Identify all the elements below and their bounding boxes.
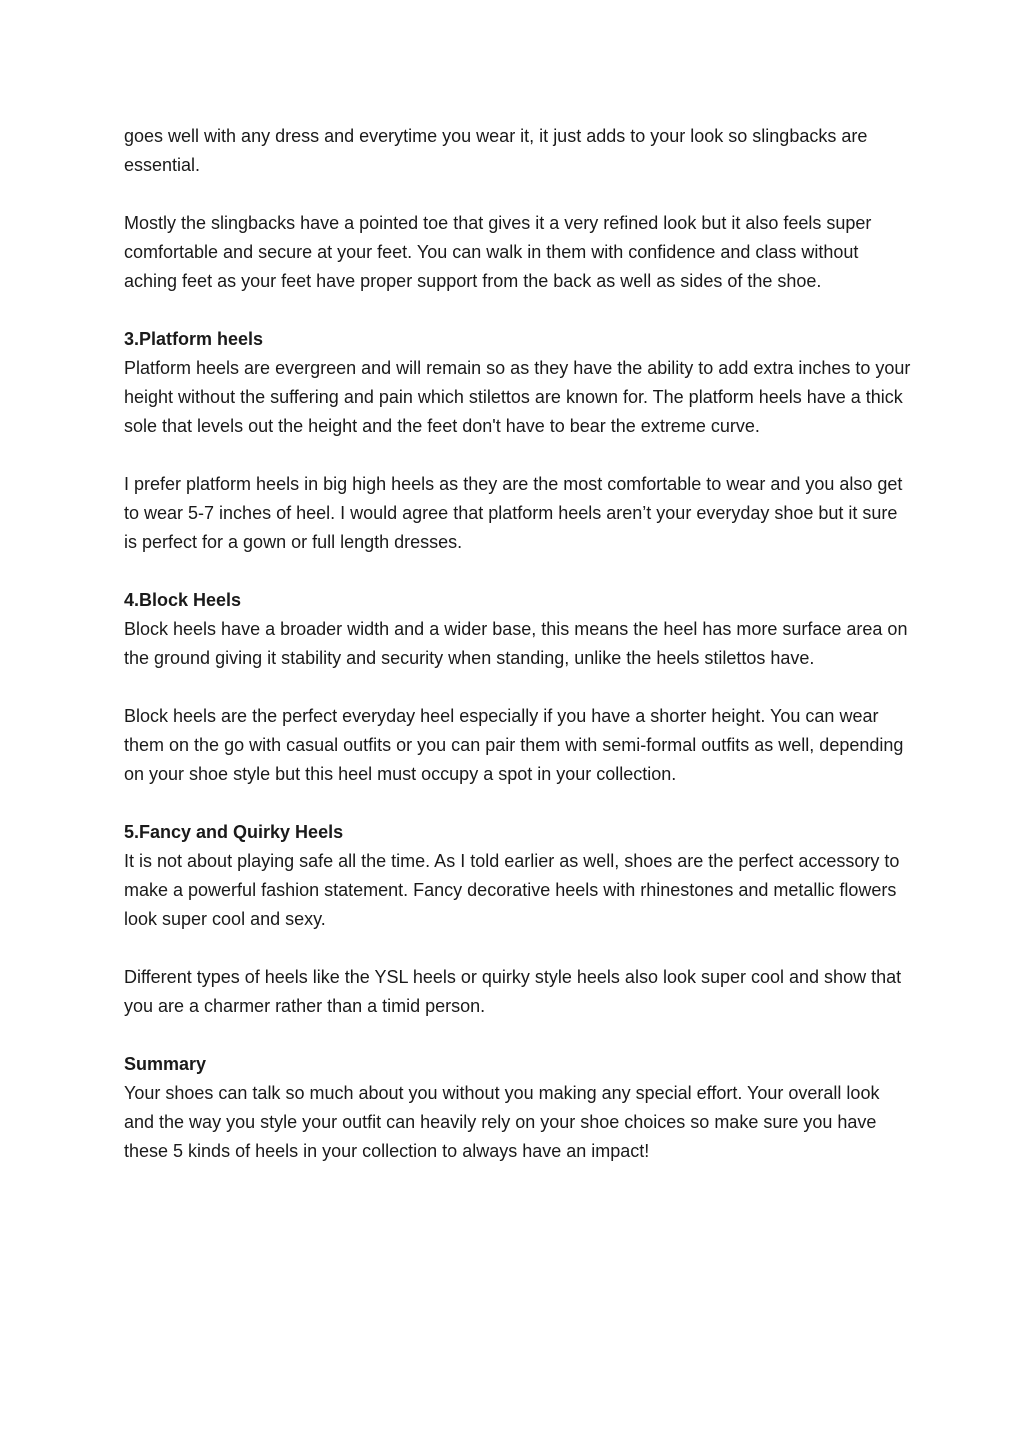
intro-paragraph-1: goes well with any dress and everytime you wear it, it just adds to your look so slingbacks are essential. — [124, 126, 868, 175]
section-paragraph: Your shoes can talk so much about you without you making any special effort. Your overall look and the way you style your outfit can heavily rely on your shoe choices so make sure you have these 5 kinds of heels in your collection to always have an impact! — [124, 1083, 880, 1161]
section-platform-heels — [124, 325, 914, 557]
section-heading: Summary — [124, 1054, 207, 1074]
section-paragraph: I prefer platform heels in big high heels as they are the most comfortable to wear and you also get to wear 5-7 inches of heel. I would agree that platform heels aren’t your everyday shoe but it sure is perfect for a gown or full length dresses. — [124, 474, 903, 552]
section-summary — [124, 1050, 914, 1166]
intro-paragraph-2: Mostly the slingbacks have a pointed toe that gives it a very refined look but it also feels super comfortable and secure at your feet. You can walk in them with confidence and class without aching feet as your feet have proper support from the back as well as sides of the shoe. — [124, 213, 872, 291]
section-heading: 3.Platform heels — [124, 329, 264, 349]
section-paragraph: It is not about playing safe all the time. As I told earlier as well, shoes are the perfect accessory to make a powerful fashion statement. Fancy decorative heels with rhinestones and metallic flowers look super cool and sexy. — [124, 851, 900, 929]
section-paragraph: Platform heels are evergreen and will remain so as they have the ability to add extra inches to your height without the suffering and pain which stilettos are known for. The platform heels have a thick sole that levels out the height and the feet don't have to bear the extreme curve. — [124, 358, 911, 436]
section-paragraph: Block heels have a broader width and a wider base, this means the heel has more surface area on the ground giving it stability and security when standing, unlike the heels stilettos have. — [124, 619, 908, 668]
section-heading: 5.Fancy and Quirky Heels — [124, 822, 344, 842]
document-page — [124, 122, 914, 1195]
section-fancy-quirky-heels — [124, 818, 914, 1021]
section-block-heels — [124, 586, 914, 789]
section-paragraph: Different types of heels like the YSL heels or quirky style heels also look super cool and show that you are a charmer rather than a timid person. — [124, 967, 902, 1016]
section-paragraph: Block heels are the perfect everyday heel especially if you have a shorter height. You can wear them on the go with casual outfits or you can pair them with semi-formal outfits as well, depending on your shoe style but this heel must occupy a spot in your collection. — [124, 706, 904, 784]
section-heading: 4.Block Heels — [124, 590, 242, 610]
